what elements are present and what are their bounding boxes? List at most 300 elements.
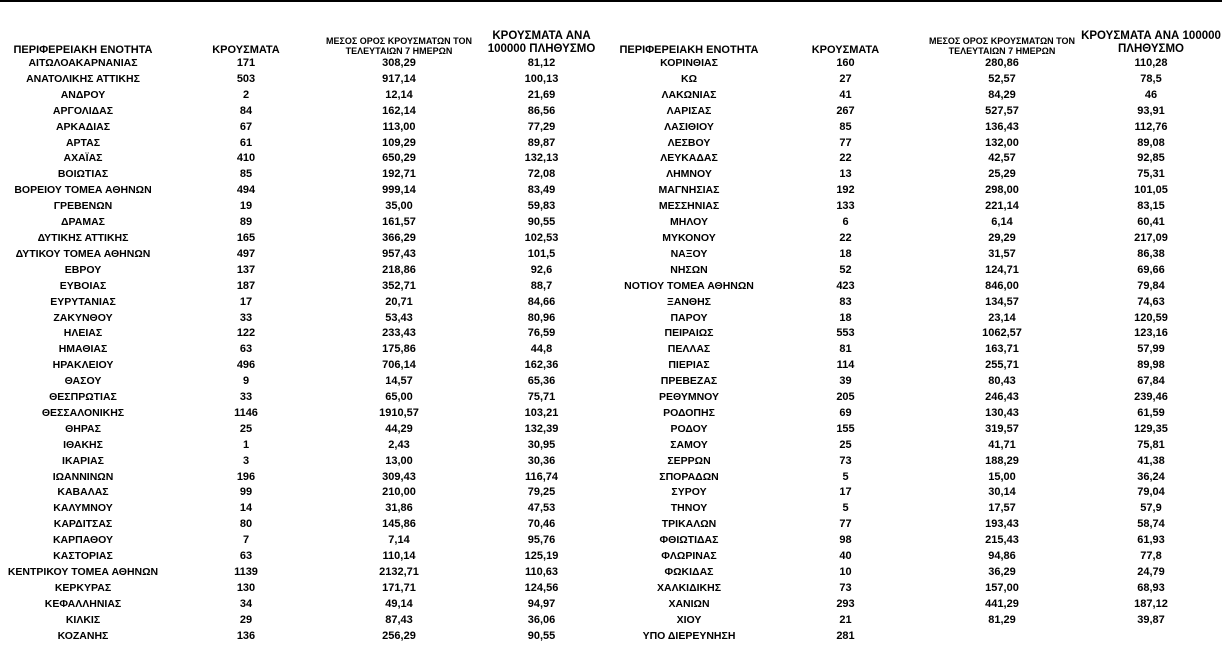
cases-cell: 160 (836, 57, 855, 69)
avg7-cell: 20,71 (385, 295, 413, 308)
table-row (0, 501, 611, 517)
avg7-cell: 175,86 (382, 343, 416, 356)
avg7-cell: 441,29 (985, 597, 1019, 610)
table-row (611, 199, 1222, 215)
table-row (611, 120, 1222, 136)
avg7-cell: 846,00 (985, 279, 1019, 292)
avg7-cell: 13,00 (385, 454, 413, 467)
table-row (0, 565, 611, 581)
cases-cell: 77 (839, 518, 852, 531)
avg7-cell: 308,29 (382, 57, 416, 69)
region-cell: ΜΥΚΟΝΟΥ (662, 231, 716, 244)
region-cell: ΒΟΙΩΤΙΑΣ (57, 168, 109, 181)
region-cell: ΕΒΡΟΥ (64, 263, 102, 276)
avg7-cell: 255,71 (985, 359, 1019, 372)
table-row (611, 581, 1222, 597)
per100k-cell: 77,29 (527, 120, 556, 133)
avg7-cell: 53,43 (385, 311, 413, 324)
per100k-cell: 70,46 (527, 518, 556, 531)
region-cell: ΑΧΑΪΑΣ (63, 152, 103, 165)
table-row (611, 311, 1222, 327)
per100k-cell: 39,87 (1137, 613, 1165, 626)
cases-cell: 34 (239, 597, 253, 610)
table-row (611, 613, 1222, 629)
avg7-cell: 109,29 (382, 136, 416, 149)
cases-cell: 84 (239, 104, 253, 117)
region-cell: ΠΡΕΒΕΖΑΣ (660, 375, 718, 388)
per100k-cell: 79,84 (1137, 279, 1165, 292)
per100k-cell: 90,55 (527, 629, 556, 642)
avg7-cell: 298,00 (985, 184, 1019, 197)
table-row (0, 581, 611, 597)
cases-cell: 63 (239, 550, 253, 563)
region-cell: ΚΑΣΤΟΡΙΑΣ (53, 550, 113, 563)
cases-cell: 155 (836, 422, 855, 435)
cases-cell: 52 (839, 263, 852, 276)
table-row (611, 151, 1222, 167)
avg7-cell: 246,43 (985, 391, 1019, 404)
region-cell: ΚΩ (680, 72, 697, 85)
per100k-cell: 92,85 (1137, 152, 1165, 165)
avg7-cell: 25,29 (988, 168, 1016, 181)
avg7-cell: 44,29 (385, 422, 413, 435)
region-cell: ΧΑΛΚΙΔΙΚΗΣ (656, 581, 722, 594)
table-row (611, 501, 1222, 517)
table-row (0, 311, 611, 327)
table-row (0, 56, 611, 72)
per100k-cell: 112,76 (1134, 120, 1168, 133)
per100k-cell: 24,79 (1137, 566, 1165, 578)
table-row (0, 342, 611, 358)
per100k-cell: 58,74 (1137, 518, 1165, 531)
table-row (0, 597, 611, 613)
per100k-cell: 83,49 (527, 184, 556, 197)
region-cell: ΘΗΡΑΣ (65, 422, 101, 435)
avg7-cell: 80,43 (988, 375, 1016, 388)
per100k-cell: 125,19 (524, 550, 559, 563)
region-cell: ΤΡΙΚΑΛΩΝ (661, 518, 717, 531)
avg7-cell: 210,00 (382, 486, 416, 499)
avg7-cell: 163,71 (985, 343, 1019, 356)
region-cell: ΚΕΦΑΛΛΗΝΙΑΣ (44, 597, 122, 610)
avg7-cell: 136,43 (985, 120, 1019, 133)
per100k-cell: 239,46 (1134, 391, 1168, 404)
region-cell: ΛΑΚΩΝΙΑΣ (661, 88, 717, 101)
region-cell: ΠΙΕΡΙΑΣ (668, 359, 710, 372)
table-row (0, 263, 611, 279)
cases-cell: 40 (839, 550, 852, 563)
table-row (0, 438, 611, 454)
avg7-cell: 30,14 (988, 486, 1016, 499)
avg7-cell: 527,57 (985, 104, 1019, 117)
avg7-cell: 87,43 (385, 613, 413, 626)
left-table-half (0, 22, 611, 645)
region-cell: ΘΑΣΟΥ (64, 375, 102, 388)
table-row (0, 358, 611, 374)
per100k-cell: 93,91 (1137, 104, 1165, 117)
region-cell: ΣΠΟΡΑΔΩΝ (659, 470, 719, 483)
per100k-cell: 79,04 (1137, 486, 1165, 499)
region-cell: ΑΡΓΟΛΙΔΑΣ (52, 104, 114, 117)
avg7-cell: 14,57 (385, 375, 413, 388)
region-cell: ΦΘΙΩΤΙΔΑΣ (659, 534, 719, 547)
cases-cell: 73 (839, 454, 852, 467)
cases-cell: 18 (839, 311, 852, 324)
avg7-cell: 65,00 (385, 391, 413, 404)
avg7-cell: 36,29 (988, 566, 1016, 578)
header-region: ΠΕΡΙΦΕΡΕΙΑΚΗ ΕΝΟΤΗΤΑ (619, 44, 759, 56)
cases-cell: 137 (236, 263, 256, 276)
avg7-cell: 2132,71 (379, 566, 419, 578)
table-row (0, 104, 611, 120)
cases-cell: 503 (236, 72, 256, 85)
cases-cell: 165 (236, 231, 256, 244)
avg7-cell: 29,29 (988, 231, 1016, 244)
avg7-cell: 706,14 (382, 359, 416, 372)
avg7-cell: 113,00 (382, 120, 416, 133)
table-row (611, 390, 1222, 406)
region-cell: ΧΑΝΙΩΝ (668, 597, 710, 610)
avg7-cell: 31,57 (988, 247, 1016, 260)
cases-cell: 133 (836, 200, 855, 213)
cases-cell: 77 (839, 136, 852, 149)
region-cell: ΚΑΛΥΜΝΟΥ (53, 502, 113, 515)
per100k-cell: 47,53 (527, 502, 556, 515)
per100k-cell: 120,59 (1134, 311, 1168, 324)
table-row (611, 629, 1222, 645)
table-row (0, 72, 611, 88)
cases-cell: 494 (236, 184, 256, 197)
avg7-cell: 157,00 (985, 581, 1019, 594)
region-cell: ΠΕΛΛΑΣ (667, 343, 711, 356)
avg7-cell: 6,14 (991, 216, 1013, 229)
region-cell: ΑΙΤΩΛΟΑΚΑΡΝΑΝΙΑΣ (28, 57, 138, 69)
region-cell: ΔΥΤΙΚΟΥ ΤΟΜΕΑ ΑΘΗΝΩΝ (15, 247, 151, 260)
table-row (611, 597, 1222, 613)
table-row (0, 470, 611, 486)
per100k-cell: 81,12 (527, 57, 556, 69)
avg7-cell: 162,14 (382, 104, 416, 117)
region-cell: ΣΥΡΟΥ (671, 486, 707, 499)
avg7-cell: 218,86 (382, 263, 416, 276)
region-cell: ΠΕΙΡΑΙΩΣ (664, 327, 714, 340)
per100k-cell: 92,6 (530, 263, 553, 276)
cases-cell: 22 (839, 152, 852, 165)
table-row (611, 247, 1222, 263)
table-row (0, 629, 611, 645)
table-row (0, 136, 611, 152)
table-row (0, 295, 611, 311)
table-row (0, 279, 611, 295)
table-row (611, 565, 1222, 581)
avg7-cell: 134,57 (985, 295, 1019, 308)
cases-cell: 10 (839, 566, 852, 578)
region-cell: ΗΡΑΚΛΕΙΟΥ (52, 359, 114, 372)
cases-cell: 99 (239, 486, 253, 499)
cases-cell: 85 (239, 168, 253, 181)
per100k-cell: 100,13 (524, 72, 559, 85)
table-row (0, 88, 611, 104)
avg7-cell: 52,57 (988, 72, 1016, 85)
cases-cell: 67 (239, 120, 253, 133)
per100k-cell: 132,13 (524, 152, 559, 165)
per100k-cell: 116,74 (524, 470, 559, 483)
avg7-cell: 309,43 (382, 470, 416, 483)
avg7-cell: 256,29 (382, 629, 416, 642)
table-row (611, 279, 1222, 295)
table-row (611, 183, 1222, 199)
region-cell: ΣΑΜΟΥ (670, 438, 708, 451)
region-cell: ΛΑΣΙΘΙΟΥ (664, 120, 714, 133)
per100k-cell: 65,36 (527, 375, 556, 388)
per100k-cell: 46 (1144, 88, 1158, 101)
cases-cell: 2 (242, 88, 250, 101)
per100k-cell: 57,9 (1140, 502, 1162, 515)
per100k-cell: 78,5 (1140, 72, 1162, 85)
table-row (611, 56, 1222, 72)
region-cell: ΛΗΜΝΟΥ (666, 168, 712, 181)
region-cell: ΜΕΣΣΗΝΙΑΣ (658, 200, 720, 213)
table-row (0, 422, 611, 438)
cases-cell: 130 (236, 581, 256, 594)
avg7-cell: 110,14 (382, 550, 416, 563)
cases-cell: 114 (836, 359, 855, 372)
per100k-cell: 60,41 (1137, 216, 1165, 229)
cases-cell: 293 (836, 597, 855, 610)
table-body-right (611, 56, 1222, 645)
avg7-cell: 35,00 (385, 200, 413, 213)
region-cell: ΜΑΓΝΗΣΙΑΣ (658, 184, 720, 197)
cases-cell: 73 (839, 581, 852, 594)
cases-cell: 205 (836, 391, 855, 404)
avg7-cell: 171,71 (382, 581, 416, 594)
cases-cell: 19 (239, 200, 253, 213)
region-cell: ΑΡΚΑΔΙΑΣ (55, 120, 111, 133)
cases-cell: 17 (239, 295, 253, 308)
per100k-cell (1080, 629, 1222, 645)
cases-cell: 171 (236, 57, 256, 69)
region-cell: ΕΥΒΟΙΑΣ (59, 279, 107, 292)
cases-cell: 14 (239, 502, 253, 515)
header-avg7: ΜΕΣΟΣ ΟΡΟΣ ΚΡΟΥΣΜΑΤΩΝ ΤΟΝ ΤΕΛΕΥΤΑΙΩΝ 7 ΗΜΕΡΩΝ (326, 36, 472, 56)
per100k-cell: 89,08 (1137, 136, 1165, 149)
region-cell: ΘΕΣΠΡΩΤΙΑΣ (49, 391, 117, 404)
avg7-cell: 130,43 (985, 406, 1019, 419)
per100k-cell: 74,63 (1137, 295, 1165, 308)
region-cell: ΙΚΑΡΙΑΣ (62, 454, 104, 467)
region-cell: ΚΑΡΔΙΤΣΑΣ (53, 518, 113, 531)
avg7-cell: 7,14 (388, 534, 410, 547)
cases-cell: 1 (242, 438, 250, 451)
table-row (0, 326, 611, 342)
table-row (611, 470, 1222, 486)
cases-cell: 61 (239, 136, 253, 149)
cases-cell: 83 (839, 295, 852, 308)
avg7-cell: 84,29 (988, 88, 1016, 101)
region-cell: ΙΘΑΚΗΣ (63, 438, 103, 451)
region-cell: ΠΑΡΟΥ (670, 311, 708, 324)
per100k-cell: 86,56 (527, 104, 556, 117)
cases-cell: 6 (842, 216, 849, 229)
header-avg7: ΜΕΣΟΣ ΟΡΟΣ ΚΡΟΥΣΜΑΤΩΝ ΤΟΝ ΤΕΛΕΥΤΑΙΩΝ 7 ΗΜΕΡΩΝ (929, 36, 1075, 56)
avg7-cell: 917,14 (382, 72, 416, 85)
table-row (611, 342, 1222, 358)
per100k-cell: 80,96 (527, 311, 556, 324)
table-row (0, 406, 611, 422)
per100k-cell: 68,93 (1137, 581, 1165, 594)
avg7-cell: 161,57 (382, 216, 416, 229)
cases-cell: 22 (839, 231, 852, 244)
per100k-cell: 21,69 (527, 88, 556, 101)
cases-cell: 5 (842, 470, 849, 483)
table-row (0, 215, 611, 231)
per100k-cell: 36,06 (527, 613, 556, 626)
per100k-cell: 75,31 (1137, 168, 1165, 181)
region-cell: ΛΕΣΒΟΥ (667, 136, 711, 149)
table-row (611, 88, 1222, 104)
region-cell: ΤΗΝΟΥ (670, 502, 708, 515)
table-row (611, 295, 1222, 311)
table-row (611, 72, 1222, 88)
table-row (611, 438, 1222, 454)
cases-cell: 3 (242, 454, 250, 467)
table-row (611, 358, 1222, 374)
per100k-cell: 59,83 (527, 200, 556, 213)
region-cell: ΑΝΑΤΟΛΙΚΗΣ ΑΤΤΙΚΗΣ (26, 72, 140, 85)
per100k-cell: 79,25 (527, 486, 556, 499)
avg7-cell: 41,71 (988, 438, 1016, 451)
region-cell: ΦΩΚΙΔΑΣ (664, 566, 714, 578)
per100k-cell: 110,63 (524, 566, 559, 578)
table-row (0, 120, 611, 136)
avg7-cell: 999,14 (382, 184, 416, 197)
cases-cell: 1139 (234, 566, 258, 578)
region-cell: ΦΛΩΡΙΝΑΣ (661, 550, 717, 563)
per100k-cell: 75,81 (1137, 438, 1165, 451)
cases-cell: 9 (242, 375, 250, 388)
per100k-cell: 103,21 (524, 406, 559, 419)
cases-cell: 496 (236, 359, 256, 372)
per100k-cell: 94,97 (527, 597, 556, 610)
per100k-cell: 102,53 (524, 231, 559, 244)
per100k-cell: 83,15 (1137, 200, 1165, 213)
table-row (611, 374, 1222, 390)
table-header-left (0, 22, 611, 56)
avg7-cell: 81,29 (988, 613, 1016, 626)
cases-cell: 5 (842, 502, 849, 515)
table-row (0, 183, 611, 199)
per100k-cell: 69,66 (1137, 263, 1165, 276)
avg7-cell: 366,29 (382, 231, 416, 244)
table-row (611, 263, 1222, 279)
per100k-cell: 123,16 (1134, 327, 1168, 340)
avg7-cell: 352,71 (382, 279, 416, 292)
cases-cell: 33 (239, 311, 253, 324)
cases-cell: 69 (839, 406, 852, 419)
per100k-cell: 132,39 (524, 422, 559, 435)
avg7-cell: 319,57 (985, 422, 1019, 435)
avg7-cell: 233,43 (382, 327, 416, 340)
per100k-cell: 72,08 (527, 168, 556, 181)
avg7-cell: 124,71 (985, 263, 1019, 276)
cases-cell: 89 (239, 216, 253, 229)
avg7-cell: 12,14 (385, 88, 413, 101)
per100k-cell: 89,87 (527, 136, 556, 149)
region-cell: ΘΕΣΣΑΛΟΝΙΚΗΣ (41, 406, 125, 419)
region-cell: ΡΟΔΟΥ (670, 422, 708, 435)
per100k-cell: 84,66 (527, 295, 556, 308)
cases-cell: 497 (236, 247, 256, 260)
region-cell: ΔΡΑΜΑΣ (61, 216, 105, 229)
table-body-left (0, 56, 611, 645)
cases-cell: 1146 (234, 406, 258, 419)
region-cell: ΒΟΡΕΙΟΥ ΤΟΜΕΑ ΑΘΗΝΩΝ (14, 184, 152, 197)
table-row (611, 326, 1222, 342)
per100k-cell: 30,36 (527, 454, 556, 467)
region-cell: ΓΡΕΒΕΝΩΝ (53, 200, 113, 213)
per100k-cell: 95,76 (527, 534, 556, 547)
region-cell: ΖΑΚΥΝΘΟΥ (53, 311, 113, 324)
per100k-cell: 57,99 (1137, 343, 1165, 356)
table-header-right (611, 22, 1222, 56)
table-row (611, 406, 1222, 422)
cases-cell: 122 (236, 327, 256, 340)
cases-cell: 25 (839, 438, 852, 451)
region-cell: ΝΗΣΩΝ (670, 263, 708, 276)
table-row (0, 167, 611, 183)
per100k-cell: 162,36 (524, 359, 559, 372)
cases-cell: 13 (839, 168, 852, 181)
cases-cell: 553 (836, 327, 855, 340)
per100k-cell: 187,12 (1134, 597, 1168, 610)
table-row (0, 390, 611, 406)
region-cell: ΡΟΔΟΠΗΣ (663, 406, 715, 419)
cases-cell: 187 (236, 279, 256, 292)
avg7-cell: 49,14 (385, 597, 413, 610)
table-row (0, 151, 611, 167)
region-cell: ΝΟΤΙΟΥ ΤΟΜΕΑ ΑΘΗΝΩΝ (624, 279, 754, 292)
region-cell: ΚΑΡΠΑΘΟΥ (52, 534, 114, 547)
table-row (611, 533, 1222, 549)
top-border (0, 0, 1222, 2)
avg7-cell: 15,00 (988, 470, 1016, 483)
cases-cell: 29 (239, 613, 253, 626)
cases-cell: 85 (839, 120, 852, 133)
cases-cell: 196 (236, 470, 256, 483)
table-row (611, 549, 1222, 565)
region-cell: ΚΟΡΙΝΘΙΑΣ (660, 57, 718, 69)
cases-cell: 27 (839, 72, 852, 85)
per100k-cell: 101,05 (1134, 184, 1168, 197)
table-row (0, 247, 611, 263)
avg7-cell (924, 629, 1080, 645)
region-cell: ΚΕΡΚΥΡΑΣ (54, 581, 112, 594)
header-cases: ΚΡΟΥΣΜΑΤΑ (212, 44, 280, 56)
table-row (611, 167, 1222, 183)
cases-table-left (0, 22, 611, 645)
cases-cell: 17 (839, 486, 852, 499)
region-cell: ΚΑΒΑΛΑΣ (57, 486, 109, 499)
cases-cell: 267 (836, 104, 855, 117)
per100k-cell: 86,38 (1137, 247, 1165, 260)
avg7-cell: 94,86 (988, 550, 1016, 563)
cases-cell: 18 (839, 247, 852, 260)
per100k-cell: 61,59 (1137, 406, 1165, 419)
table-row (611, 231, 1222, 247)
per100k-cell: 88,7 (530, 279, 553, 292)
region-cell: ΚΟΖΑΝΗΣ (57, 629, 109, 642)
table-row (0, 613, 611, 629)
